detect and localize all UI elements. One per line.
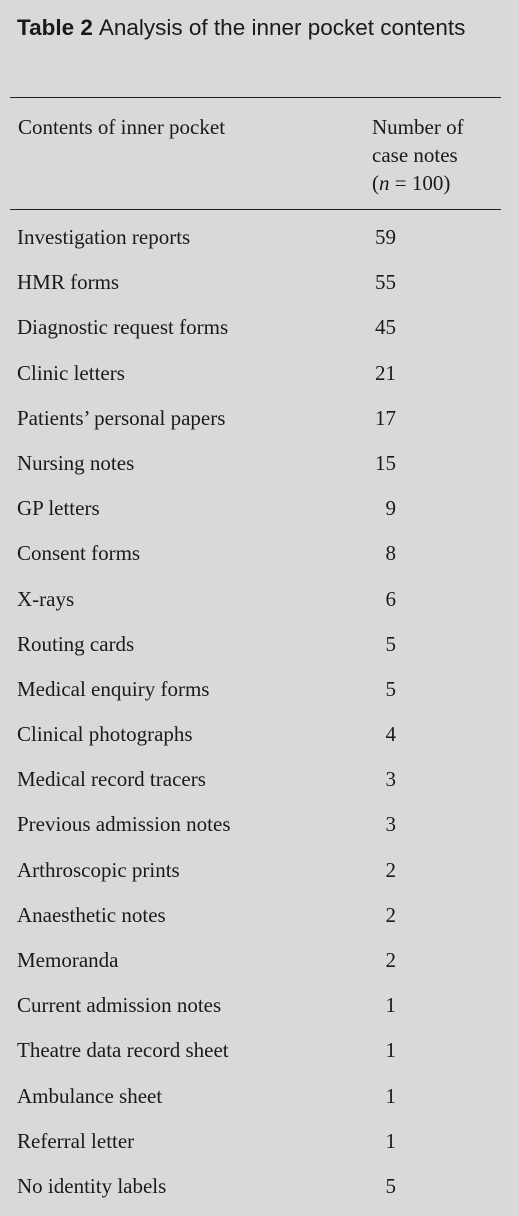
table-row [0,764,519,809]
table-row [0,312,519,357]
table-row [0,990,519,1035]
row-item: Patients’ personal papers [17,405,226,430]
row-count: 1 [385,1083,396,1108]
row-item: Investigation reports [17,225,191,249]
table-row [0,1081,519,1126]
table-row [0,358,519,403]
column-header-count-line2: case notes [372,143,458,167]
table-caption [17,13,507,42]
row-count: 45 [375,315,396,340]
table-row [0,809,519,854]
column-header-n: n [379,171,390,195]
table-row [0,222,519,267]
table-body [0,222,519,1216]
row-count: 59 [375,225,396,249]
row-count: 6 [385,586,396,611]
row-count: 2 [385,857,396,882]
table-title: Analysis of the inner pocket contents [98,15,466,40]
table-row [0,584,519,629]
row-item: Ambulance sheet [17,1083,163,1108]
row-item: Memoranda [17,948,119,972]
row-item: Arthroscopic prints [17,857,180,882]
row-item: Previous admission notes [17,812,231,837]
row-item: Consent forms [17,541,141,566]
row-item: Routing cards [17,631,135,656]
row-item: Anaesthetic notes [17,902,166,927]
table-row [0,945,519,990]
table-label: Table 2 [17,15,93,40]
row-count: 1 [385,1128,396,1153]
table-row [0,1035,519,1080]
top-rule [10,97,501,98]
table-row [0,493,519,538]
row-item: Diagnostic request forms [17,315,229,340]
row-item: No identity labels [17,1173,167,1198]
row-count: 9 [385,496,396,521]
row-item: HMR forms [17,270,120,295]
row-item: Nursing notes [17,450,135,475]
table-row [0,674,519,719]
row-item: Theatre data record sheet [17,1038,229,1063]
row-item: Medical enquiry forms [17,676,210,701]
column-header-count-line1: Number of [372,115,464,139]
table-row [0,855,519,900]
table-row [0,1126,519,1171]
table-row [0,403,519,448]
column-header-count [372,113,464,197]
row-count: 55 [375,270,396,295]
column-header-n-value: = 100) [394,171,451,195]
table-row [0,538,519,583]
row-count: 3 [385,767,396,792]
row-count: 21 [375,360,396,385]
row-count: 2 [385,948,396,972]
row-item: Medical record tracers [17,767,206,792]
row-count: 15 [375,450,396,475]
row-item: Clinic letters [17,360,125,385]
row-count: 2 [385,902,396,927]
column-header-count-line3: (n = 100) [372,171,451,195]
table-row [0,1171,519,1216]
table-row [0,267,519,312]
header-rule [10,209,501,210]
row-item: Current admission notes [17,993,222,1018]
column-header-contents: Contents of inner pocket [18,115,226,139]
table-row [0,629,519,674]
row-count: 5 [385,1173,396,1198]
row-count: 4 [385,722,396,747]
row-count: 1 [385,993,396,1018]
row-count: 1 [385,1038,396,1063]
row-item: GP letters [17,496,100,521]
row-item: Clinical photographs [17,722,193,747]
row-item: Referral letter [17,1128,135,1153]
row-count: 3 [385,812,396,837]
row-count: 5 [385,631,396,656]
table-row [0,448,519,493]
table-row [0,719,519,764]
row-count: 5 [385,676,396,701]
row-count: 8 [385,541,396,566]
row-item: X-rays [17,586,75,611]
row-count: 17 [375,405,396,430]
table-row [0,900,519,945]
